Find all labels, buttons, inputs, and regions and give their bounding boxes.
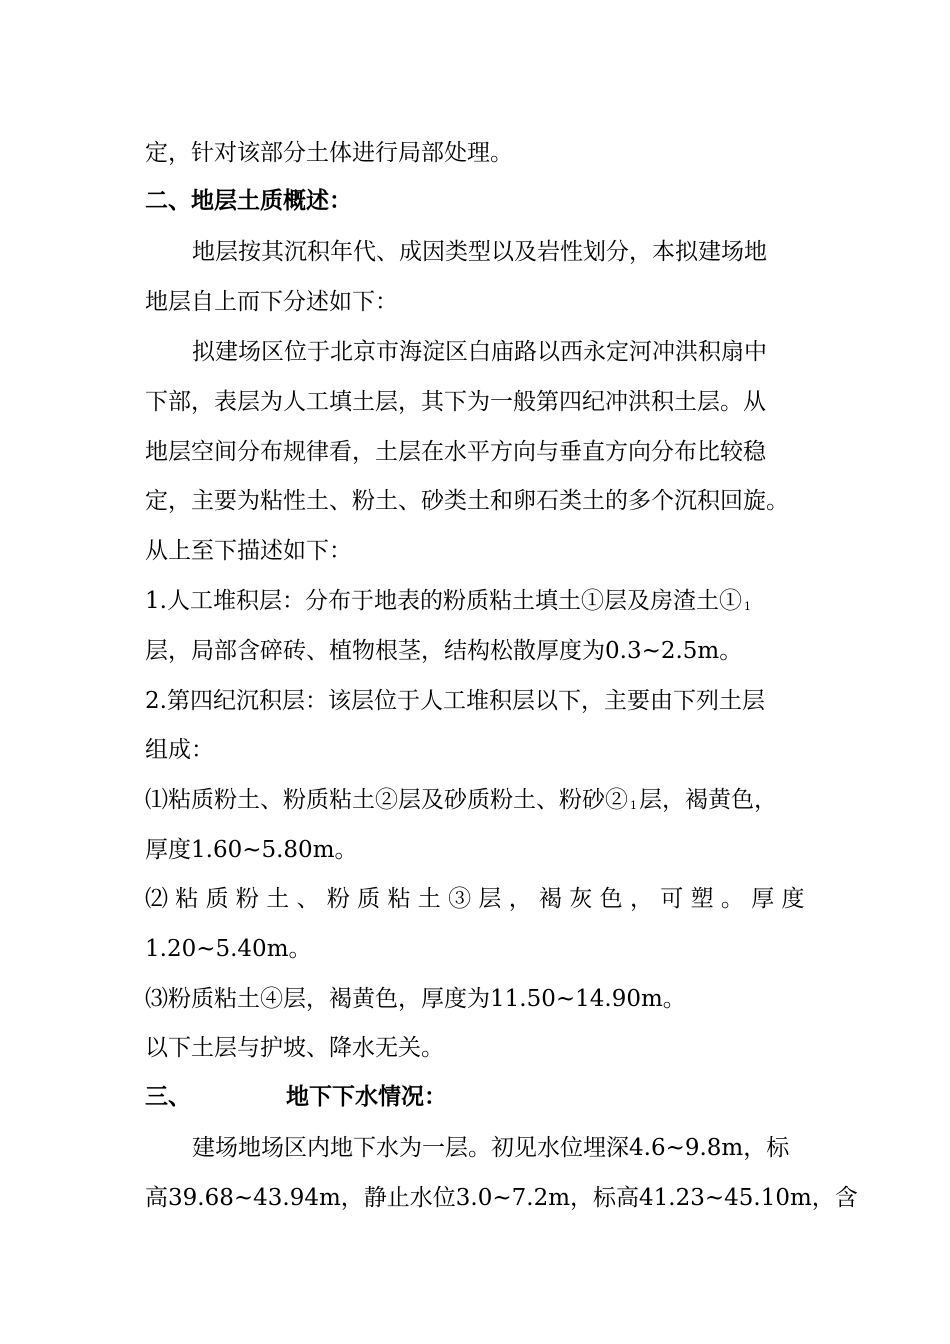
- sub-item-line: 1.20~5.40m。: [145, 936, 312, 962]
- subscript: 1: [630, 799, 637, 812]
- paragraph-line: 下部，表层为人工填土层，其下为一般第四纪冲洪积土层。从: [145, 389, 766, 415]
- heading-title: 地层土质概述：: [191, 188, 352, 214]
- paragraph-line: 高39.68~43.94m，静止水位3.0~7.2m，标高41.23~45.10m，含: [145, 1185, 858, 1211]
- heading-number: 三、: [145, 1084, 191, 1110]
- sub-item-line: [145, 785, 810, 821]
- paragraph-line: 地层空间分布规律看，土层在水平方向与垂直方向分布比较稳: [145, 439, 766, 465]
- sub-item-text: 层，褐黄色，: [639, 787, 777, 813]
- heading-number: 二、: [145, 188, 191, 214]
- paragraph-line: 拟建场区位于北京市海淀区白庙路以西永定河冲洪积扇中: [192, 339, 767, 365]
- paragraph-line: 地层按其沉积年代、成因类型以及岩性划分，本拟建场地: [192, 239, 767, 265]
- heading-title: 地下下水情况：: [286, 1084, 447, 1110]
- paragraph-line: 建场地场区内地下水为一层。初见水位埋深4.6~9.8m，标: [192, 1135, 790, 1161]
- list-item-line: [145, 586, 810, 622]
- section-heading-3: [145, 1082, 810, 1112]
- sub-item-line: ⑶粉质粘土④层，褐黄色，厚度为11.50~14.90m。: [145, 986, 686, 1012]
- list-item-line: 组成：: [145, 737, 214, 763]
- paragraph-line: 从上至下描述如下：: [145, 538, 352, 564]
- paragraph-line: 以下土层与护坡、降水无关。: [145, 1035, 444, 1061]
- sub-item-text: ⑴粘质粉土、粉质粘土②层及砂质粉土、粉砂②: [145, 787, 628, 813]
- paragraph-line: 定，针对该部分土体进行局部处理。: [145, 140, 513, 166]
- paragraph-line: 地层自上而下分述如下：: [145, 289, 398, 315]
- subscript: 1: [743, 600, 751, 613]
- sub-item-line: ⑵ 粘 质 粉 土 、 粉 质 粘 土 ③ 层 ， 褐 灰 色 ， 可 塑 。 厚 度: [145, 886, 805, 912]
- list-item-line: 2.第四纪沉积层：该层位于人工堆积层以下，主要由下列土层: [145, 688, 765, 714]
- paragraph-line: 定，主要为粘性土、粉土、砂类土和卵石类土的多个沉积回旋。: [145, 488, 789, 514]
- list-item-text: 1.人工堆积层：分布于地表的粉质粘土填土①层及房渣土①: [145, 588, 742, 614]
- list-item-line: 层，局部含碎砖、植物根茎，结构松散厚度为0.3~2.5m。: [145, 638, 743, 664]
- section-heading-2: [145, 186, 810, 216]
- sub-item-line: 厚度1.60~5.80m。: [145, 837, 358, 863]
